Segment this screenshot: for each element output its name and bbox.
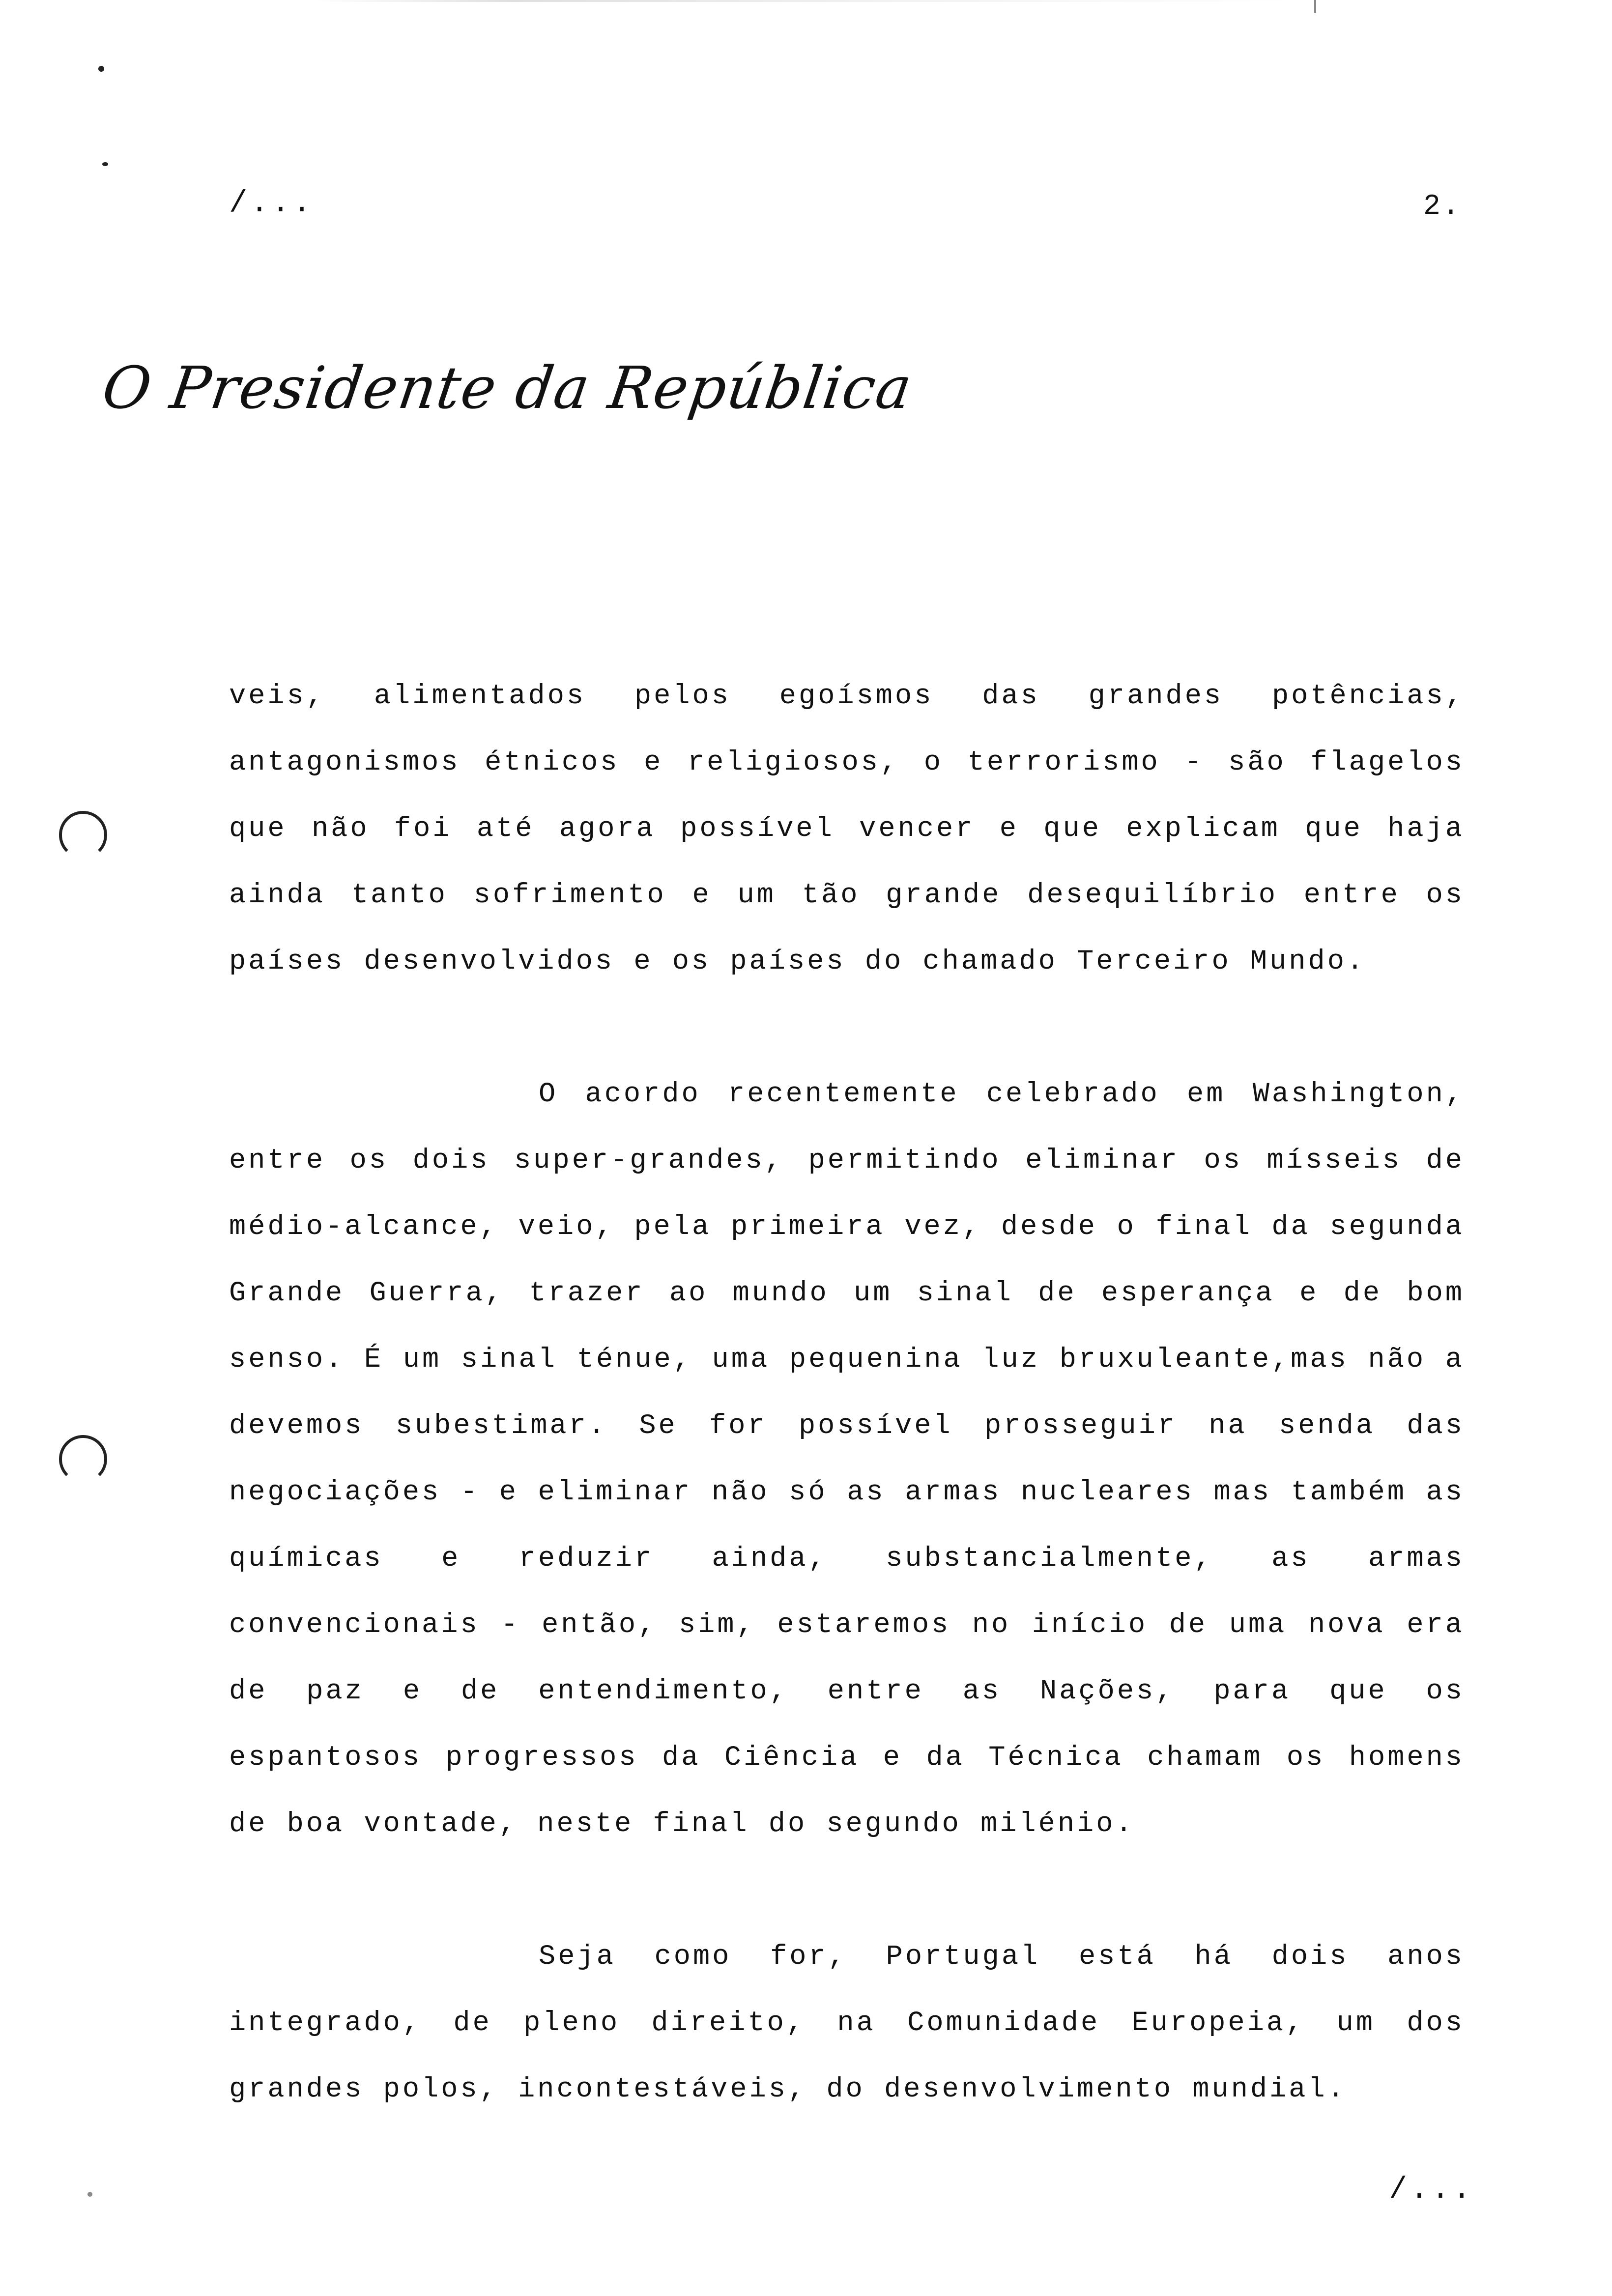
letterhead-title: O Presidente da República xyxy=(98,354,917,422)
punch-hole-bottom xyxy=(59,1435,107,1483)
paragraph-2: O acordo recentemente celebrado em Washington, entre os dois super-grandes, permitindo eliminar os mísseis de médio-alcance, veio, pela primeira vez, desde o final da segunda Grande Guerra, trazer ao mundo um sinal de esperança e de bom senso. É um sinal ténue, uma pequenina luz bruxuleante,mas não a devemos subestimar. Se for possível prosseguir na senda das negociações - e eliminar não só as armas nucleares mas também as químicas e reduzir ainda, substancialmente, as armas convencionais - então, sim, estaremos no início de uma nova era de paz e de entendimento, entre as Nações, para que os espantosos progressos da Ciência e da Técnica chamam os homens de boa vontade, neste final do segundo milénio. xyxy=(229,1079,1465,1840)
scan-speck xyxy=(87,2192,92,2197)
paragraph-3: Seja como for, Portugal está há dois anos integrado, de pleno direito, na Comunidade Europeia, um dos grandes polos, incontestáveis, do desenvolvimento mundial. xyxy=(229,1941,1465,2105)
paragraph-1: veis, alimentados pelos egoísmos das grandes potências, antagonismos étnicos e religiosos, o terrorismo - são flagelos que não foi até agora possível vencer e que explicam que haja ainda tanto sofrimento e um tão grande desequilíbrio entre os países desenvolvidos e os países do chamado Terceiro Mundo. xyxy=(229,681,1465,977)
continuation-mark-top: /... xyxy=(229,186,314,221)
continuation-mark-bottom: /... xyxy=(1389,2172,1474,2207)
scan-artifact-tick xyxy=(1314,0,1316,13)
page-number: 2. xyxy=(1423,191,1462,223)
letter-body xyxy=(229,663,1465,2123)
punch-hole-top xyxy=(59,811,107,859)
scan-speck xyxy=(102,162,108,166)
scan-artifact-line xyxy=(315,0,1297,2)
scan-speck xyxy=(98,66,104,72)
